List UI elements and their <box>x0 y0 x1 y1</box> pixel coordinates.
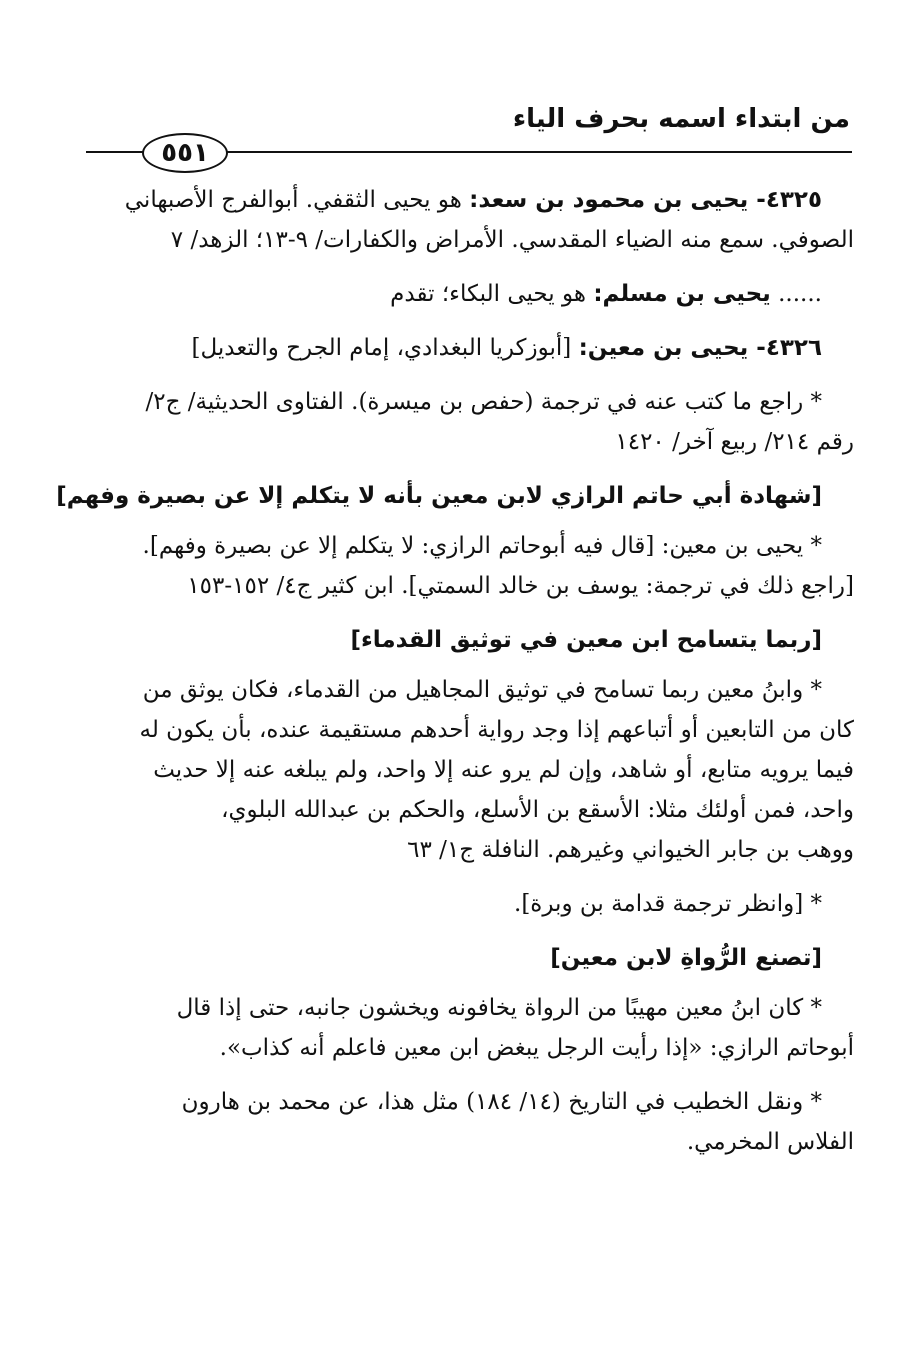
page-number: ٥٥١ <box>142 133 228 173</box>
paragraph: * [وانظر ترجمة قدامة بن وبرة]. <box>514 891 822 917</box>
section-heading: [تصنع الرُّواةِ لابن معين] <box>550 945 822 971</box>
section-heading: [ربما يتسامح ابن معين في توثيق القدماء] <box>350 627 822 653</box>
paragraph: * ونقل الخطيب في التاريخ (١٤/ ١٨٤) مثل هذا، عن محمد بن هارون الفلاس المخرمي. <box>181 1089 854 1155</box>
entry-line: الصوفي. سمع منه الضياء المقدسي. الأمراض والكفارات/ ٩-١٣؛ الزهد/ ٧ <box>170 227 854 253</box>
entry-4325 <box>60 180 854 260</box>
entry-name: يحيى بن مسلم: <box>593 281 771 307</box>
running-header: من ابتداء اسمه بحرف الياء <box>512 104 850 134</box>
document-body <box>56 180 854 1176</box>
paragraph: * كان ابنُ معين مهيبًا من الرواة يخافونه ويخشون جانبه، حتى إذا قال أبوحاتم الرازي: «إذا رأيت الرجل يبغض ابن معين فاعلم أنه كذاب». <box>176 995 854 1061</box>
paragraph: * راجع ما كتب عنه في ترجمة (حفص بن ميسرة). الفتاوى الحديثية/ ج٢/ رقم ٢١٤/ ربيع آخر/ ١٤٢٠ <box>145 389 854 455</box>
cross-reference: ...... يحيى بن مسلم: هو يحيى البكاء؛ تقدم <box>390 281 822 307</box>
paragraph: * يحيى بن معين: [قال فيه أبوحاتم الرازي: لا يتكلم إلا عن بصيرة وفهم]. [راجع ذلك في ترجمة: يوسف بن خالد السمتي]. ابن كثير ج٤/ ١٥٢-١٥٣ <box>142 533 854 599</box>
entry-4326: ٤٣٢٦- يحيى بن معين: [أبوزكريا البغدادي، إمام الجرح والتعديل] <box>191 335 822 361</box>
entry-name: ٤٣٢٦- يحيى بن معين: <box>578 335 822 361</box>
entry-line: ٤٣٢٥- يحيى بن محمود بن سعد: هو يحيى الثقفي. أبوالفرج الأصبهاني <box>124 187 822 213</box>
entry-name: ٤٣٢٥- يحيى بن محمود بن سعد: <box>469 187 822 213</box>
section-heading: [شهادة أبي حاتم الرازي لابن معين بأنه لا يتكلم إلا عن بصيرة وفهم] <box>56 483 822 509</box>
paragraph: * وابنُ معين ربما تسامح في توثيق المجاهيل من القدماء، فكان يوثق من كان من التابعين أو أتباعهم إذا وجد رواية أحدهم مستقيمة عنده، بأن يكون له فيما يرويه متابع، أو شاهد، وإن لم يرو عنه إلا واحد، ولم يبلغه عنه إلا حديث واحد، فمن أولئك مثلا: الأسقع بن الأسلع، والحكم بن عبدالله البلوي، ووهب بن جابر الخيواني وغيرهم. النافلة ج١/ ٦٣ <box>139 677 854 863</box>
